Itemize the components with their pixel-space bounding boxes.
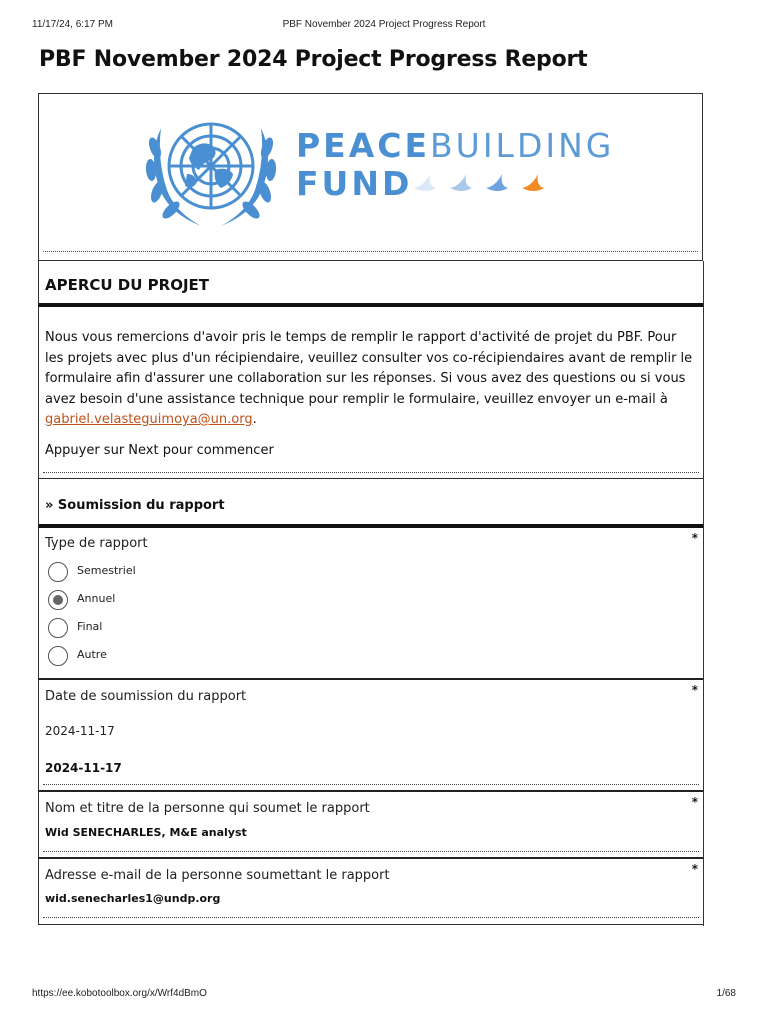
question-report-type — [38, 528, 703, 680]
question-label: Date de soumission du rapport — [45, 689, 247, 704]
intro-note — [38, 307, 703, 479]
dotted-divider — [43, 251, 698, 252]
intro-instruction: Appuyer sur Next pour commencer — [45, 443, 274, 458]
print-header — [32, 19, 736, 33]
question-submitter-email — [38, 859, 703, 925]
un-emblem-icon — [141, 108, 281, 234]
question-submitter-name — [38, 792, 703, 859]
logo-word-building: BUILDING — [430, 126, 615, 165]
print-datetime: 11/17/24, 6:17 PM — [32, 19, 113, 30]
radio-option-semestriel[interactable] — [48, 562, 248, 584]
radio-option-autre[interactable] — [48, 646, 248, 668]
radio-label: Annuel — [77, 592, 116, 605]
logo-wordmark — [296, 128, 614, 204]
dotted-divider — [43, 784, 699, 785]
required-mark: * — [691, 795, 698, 809]
dotted-divider — [43, 472, 699, 473]
print-page-number: 1/68 — [716, 988, 736, 999]
section-title: APERCU DU PROJET — [45, 276, 210, 294]
logo-word-fund: FUND — [296, 164, 413, 203]
radio-label: Semestriel — [77, 564, 136, 577]
radio-button[interactable] — [48, 618, 68, 638]
pbf-logo — [141, 108, 615, 234]
intro-paragraph — [45, 328, 693, 431]
group-title: » Soumission du rapport — [45, 498, 225, 513]
logo-word-peace: PEACE — [296, 126, 431, 165]
dotted-divider — [43, 851, 699, 852]
radio-option-final[interactable] — [48, 618, 248, 640]
radio-option-annuel[interactable] — [48, 590, 248, 612]
section-header — [38, 261, 703, 307]
question-label: Type de rapport — [45, 536, 148, 551]
intro-text: Nous vous remercions d'avoir pris le temps de remplir le rapport d'activité de projet du PBF. Pour les projets avec plus d'un récipiendaire, veuillez consulter vos co-récipiendaires avant de remplir le formulaire afin d'assurer une collaboration sur les réponses. Si vous avez des questions ou si vous avez besoin d'une assistance technique pour remplir le formulaire, veuillez envoyer un e-mail à — [45, 330, 693, 407]
support-email-link[interactable]: gabriel.velasteguimoya@un.org — [45, 412, 253, 427]
dotted-divider — [43, 917, 699, 918]
radio-button[interactable] — [48, 562, 68, 582]
required-mark: * — [691, 683, 698, 697]
page-title: PBF November 2024 Project Progress Report — [39, 47, 588, 72]
date-value: 2024-11-17 — [45, 761, 122, 775]
print-doc-title: PBF November 2024 Project Progress Report — [282, 19, 486, 30]
radio-label: Final — [77, 620, 103, 633]
question-submission-date — [38, 680, 703, 792]
submitter-name-value[interactable]: Wid SENECHARLES, M&E analyst — [45, 826, 247, 839]
radio-button[interactable] — [48, 646, 68, 666]
logo-banner — [38, 93, 703, 261]
date-field[interactable]: 2024-11-17 — [45, 724, 115, 738]
print-url: https://ee.kobotoolbox.org/x/Wrf4dBmO — [32, 988, 207, 999]
form-frame — [38, 261, 704, 926]
question-label: Nom et titre de la personne qui soumet le rapport — [45, 801, 370, 816]
required-mark: * — [691, 531, 698, 545]
required-mark: * — [691, 862, 698, 876]
submitter-email-value[interactable]: wid.senecharles1@undp.org — [45, 892, 221, 905]
dove-icon — [412, 168, 562, 198]
print-footer — [32, 988, 736, 1002]
radio-button-selected[interactable] — [48, 590, 68, 610]
question-label: Adresse e-mail de la personne soumettant le rapport — [45, 868, 390, 883]
intro-text-end: . — [252, 412, 257, 427]
radio-label: Autre — [77, 648, 107, 661]
group-header — [38, 479, 703, 528]
